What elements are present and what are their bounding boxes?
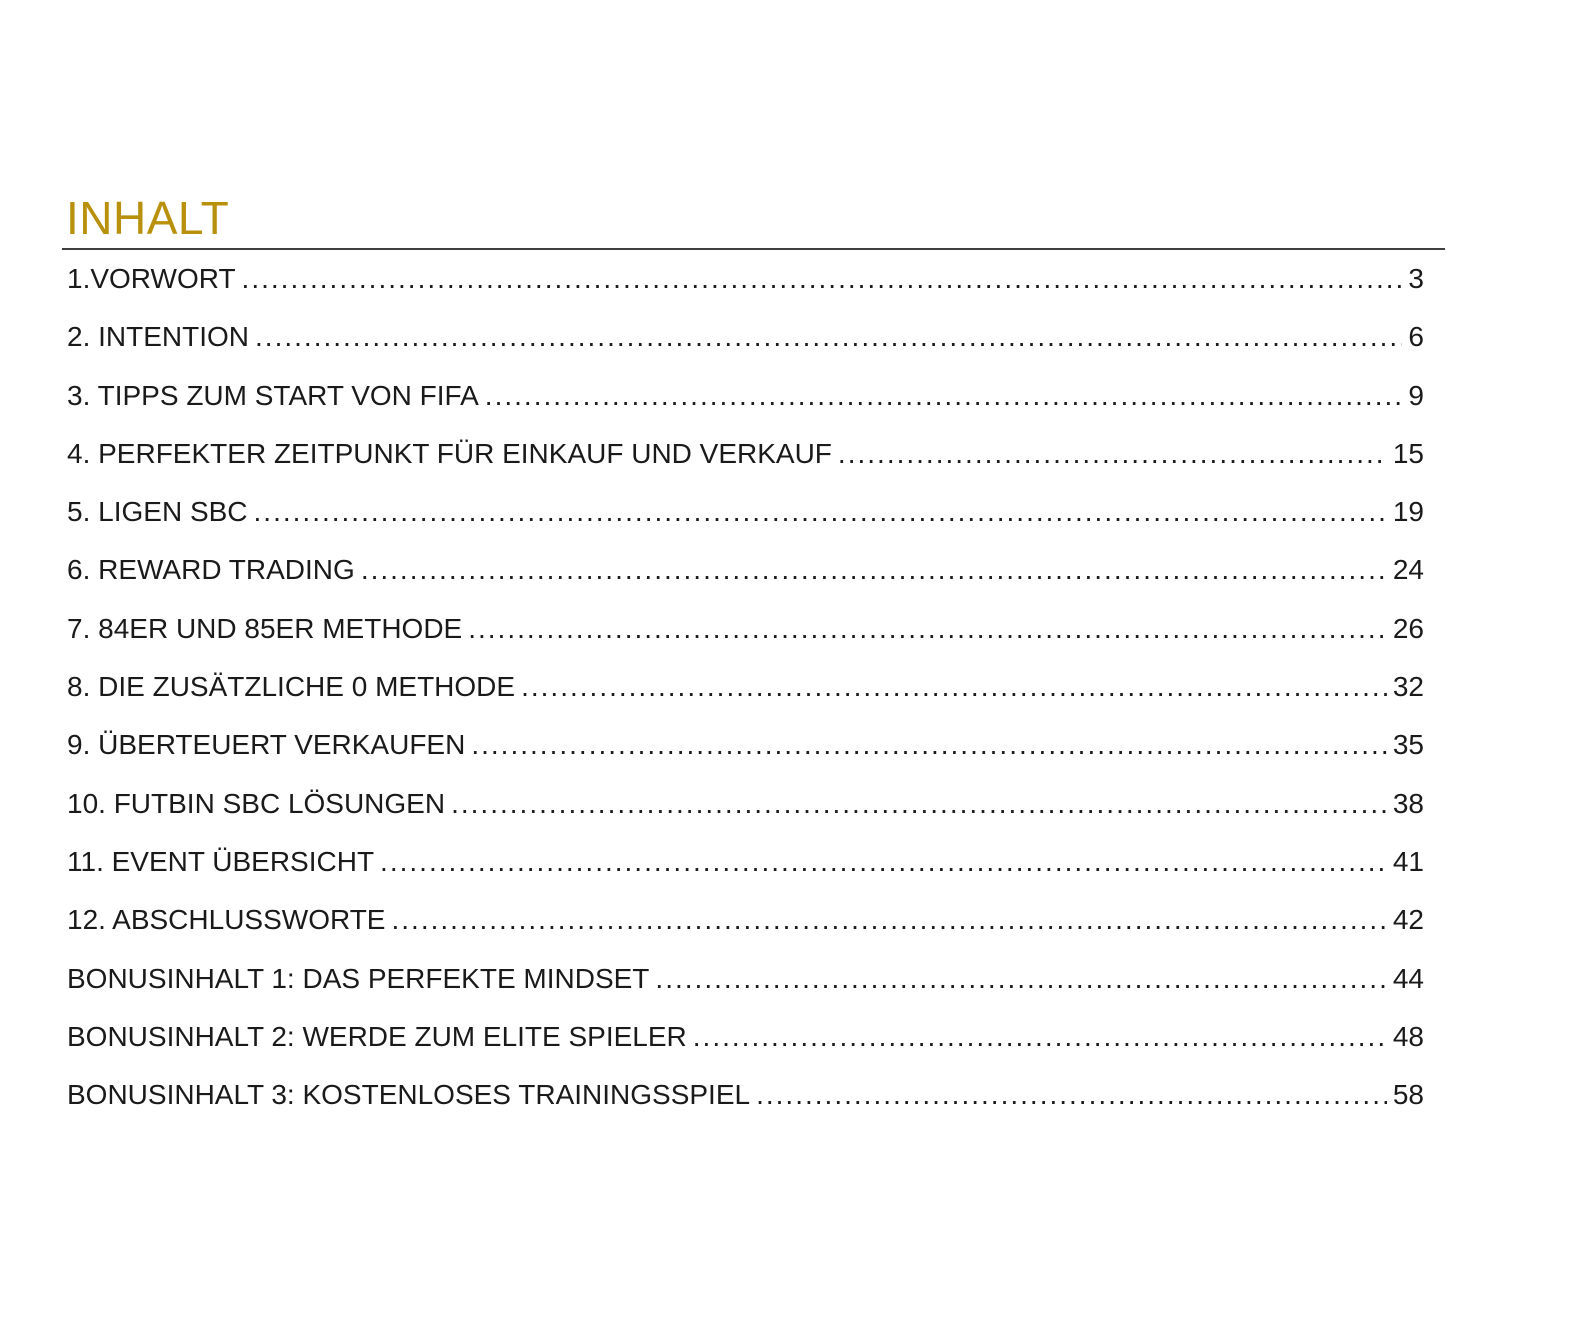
toc-entry-page: 6 bbox=[1408, 321, 1424, 353]
toc-dot-leader bbox=[485, 367, 1403, 425]
toc-dot-leader bbox=[391, 891, 1386, 949]
toc-dot-leader bbox=[693, 1008, 1387, 1066]
toc-entry-page: 19 bbox=[1392, 496, 1424, 528]
toc-entry-page: 58 bbox=[1392, 1079, 1424, 1111]
toc-entry[interactable] bbox=[62, 541, 1445, 599]
toc-entry-label: 2. INTENTION bbox=[67, 321, 250, 353]
toc-entry-page: 32 bbox=[1392, 671, 1424, 703]
toc-entry[interactable] bbox=[62, 658, 1445, 716]
toc-entry[interactable] bbox=[62, 775, 1445, 833]
toc-dot-leader bbox=[380, 833, 1387, 891]
toc-dot-leader bbox=[756, 1066, 1387, 1124]
toc-entry-page: 38 bbox=[1392, 787, 1424, 819]
toc-entry-page: 9 bbox=[1408, 379, 1424, 411]
toc-entry-page: 35 bbox=[1392, 729, 1424, 761]
toc-dot-leader bbox=[468, 600, 1387, 658]
toc-entry-page: 3 bbox=[1408, 263, 1424, 294]
toc-entry[interactable] bbox=[62, 308, 1445, 366]
toc-entry-page: 44 bbox=[1392, 962, 1424, 994]
toc-entry-label: 9. ÜBERTEUERT VERKAUFEN bbox=[67, 729, 466, 761]
toc-dot-leader bbox=[471, 716, 1387, 774]
toc-entry-label: 6. REWARD TRADING bbox=[67, 554, 355, 586]
toc-entry-label: 12. ABSCHLUSSWORTE bbox=[67, 904, 386, 936]
toc-entry-label: 7. 84ER UND 85ER METHODE bbox=[67, 612, 463, 644]
toc-entry-label: BONUSINHALT 2: WERDE ZUM ELITE SPIELER bbox=[67, 1020, 687, 1052]
toc-entry[interactable] bbox=[62, 716, 1445, 774]
toc-entry-label: 1.VORWORT bbox=[67, 263, 236, 294]
table-of-contents bbox=[62, 190, 1445, 1124]
toc-entry-page: 41 bbox=[1392, 845, 1424, 877]
toc-entry-page: 48 bbox=[1392, 1020, 1424, 1052]
toc-entry[interactable] bbox=[62, 425, 1445, 483]
toc-entry[interactable] bbox=[62, 950, 1445, 1008]
toc-dot-leader bbox=[451, 775, 1387, 833]
toc-entry[interactable] bbox=[62, 1066, 1445, 1124]
toc-list bbox=[62, 250, 1445, 1124]
toc-entry-label: 5. LIGEN SBC bbox=[67, 496, 248, 528]
toc-title: INHALT bbox=[62, 190, 1445, 250]
toc-dot-leader bbox=[255, 308, 1402, 366]
toc-entry-label: 8. DIE ZUSÄTZLICHE 0 METHODE bbox=[67, 671, 516, 703]
toc-dot-leader bbox=[361, 541, 1387, 599]
toc-dot-leader bbox=[838, 425, 1387, 483]
toc-dot-leader bbox=[242, 250, 1403, 308]
toc-entry-label: 3. TIPPS ZUM START VON FIFA bbox=[67, 379, 479, 411]
toc-entry[interactable] bbox=[62, 483, 1445, 541]
toc-entry-page: 42 bbox=[1392, 904, 1424, 936]
toc-entry-label: 4. PERFEKTER ZEITPUNKT FÜR EINKAUF UND VERKAUF bbox=[67, 437, 832, 469]
toc-entry-label: BONUSINHALT 1: DAS PERFEKTE MINDSET bbox=[67, 962, 650, 994]
toc-entry-page: 15 bbox=[1392, 437, 1424, 469]
toc-entry[interactable] bbox=[62, 250, 1445, 308]
toc-entry-label: BONUSINHALT 3: KOSTENLOSES TRAININGSSPIEL bbox=[67, 1079, 751, 1111]
toc-dot-leader bbox=[254, 483, 1387, 541]
toc-entry[interactable] bbox=[62, 833, 1445, 891]
toc-entry[interactable] bbox=[62, 891, 1445, 949]
toc-entry-page: 26 bbox=[1392, 612, 1424, 644]
toc-entry-page: 24 bbox=[1392, 554, 1424, 586]
toc-entry[interactable] bbox=[62, 1008, 1445, 1066]
toc-entry[interactable] bbox=[62, 367, 1445, 425]
toc-dot-leader bbox=[521, 658, 1387, 716]
toc-entry-label: 10. FUTBIN SBC LÖSUNGEN bbox=[67, 787, 446, 819]
toc-dot-leader bbox=[655, 950, 1386, 1008]
toc-entry-label: 11. EVENT ÜBERSICHT bbox=[67, 845, 375, 877]
toc-entry[interactable] bbox=[62, 600, 1445, 658]
